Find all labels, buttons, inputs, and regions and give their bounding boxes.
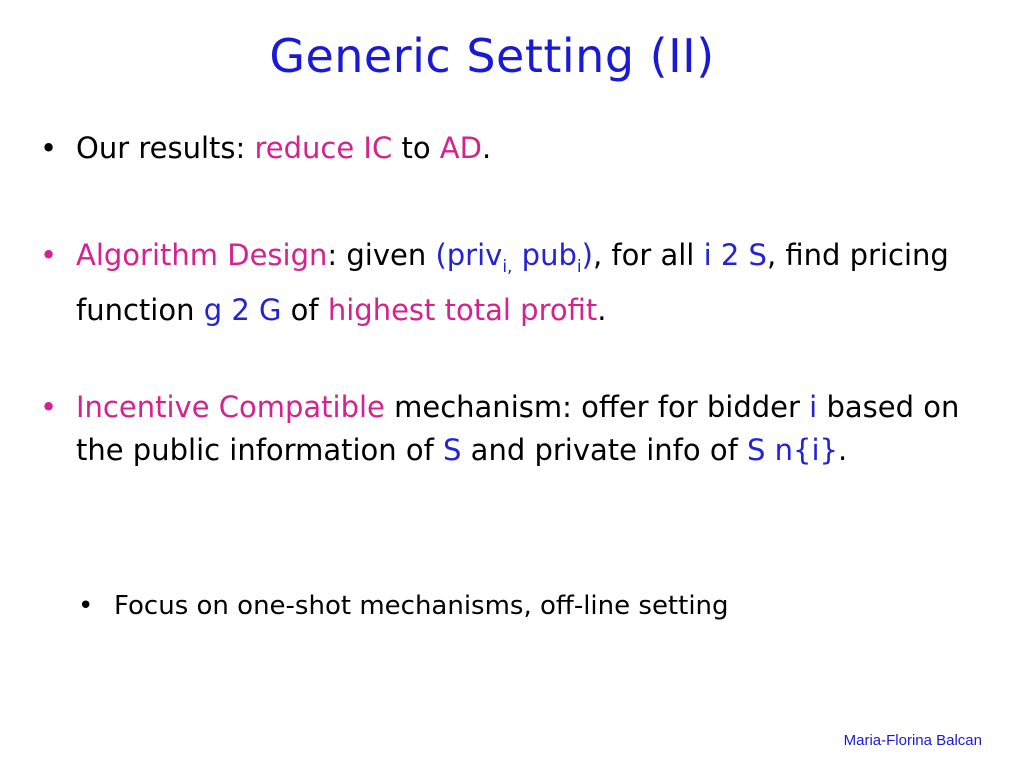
slide-title: Generic Setting (II) — [269, 29, 715, 83]
text-run: based on the public information of — [76, 390, 960, 467]
footer-author: Maria-Florina Balcan — [843, 732, 982, 749]
text-run: : given — [327, 238, 436, 272]
text-run: . — [481, 131, 492, 165]
text-run: of — [281, 292, 328, 327]
subbullet-text: Focus on one-shot mechanisms, off-line setting — [114, 591, 729, 621]
text-run: ) — [581, 238, 593, 272]
bullet-algorithm-design — [40, 234, 1000, 332]
bullet-text — [76, 234, 1000, 332]
bullet-marker: • — [40, 390, 58, 424]
highlight-s: S — [443, 433, 462, 467]
bullet-marker: • — [40, 131, 58, 165]
text-run: . — [597, 292, 607, 327]
highlight-algorithm-design: Algorithm Design — [76, 238, 328, 272]
highlight-ad: AD — [439, 131, 482, 165]
subscript: i, — [502, 256, 513, 277]
text-run: mechanism: offer for bidder — [384, 390, 810, 424]
text-run: (priv — [435, 238, 503, 272]
bullet-incentive-compatible — [40, 386, 1000, 472]
highlight-i: i — [809, 390, 818, 424]
text-run: pub — [512, 238, 577, 272]
highlight-profit: highest total profit — [327, 292, 598, 327]
bullet-marker: • — [40, 238, 58, 272]
bullet-our-results — [40, 127, 1000, 170]
bullet-marker: • — [78, 591, 94, 621]
bullet-text — [76, 386, 1000, 472]
subscript: i — [576, 256, 582, 277]
text-run: and private info of — [461, 433, 747, 467]
highlight-s-minus-i: S n{i} — [747, 433, 838, 467]
highlight-priv-pub — [435, 238, 593, 277]
text-run: , for all — [592, 238, 704, 272]
bullet-text — [76, 127, 1000, 170]
highlight-i-in-s: i 2 S — [703, 238, 767, 272]
text-run: to — [392, 131, 440, 165]
text-run: Our results: — [76, 131, 255, 165]
subbullet-focus — [78, 586, 978, 626]
text-run: , find pricing function — [76, 238, 949, 327]
highlight-incentive-compatible: Incentive Compatible — [76, 390, 385, 424]
text-run: . — [837, 433, 848, 467]
highlight-g-in-g: g 2 G — [203, 292, 282, 327]
highlight-reduce-ic: reduce IC — [254, 131, 393, 165]
